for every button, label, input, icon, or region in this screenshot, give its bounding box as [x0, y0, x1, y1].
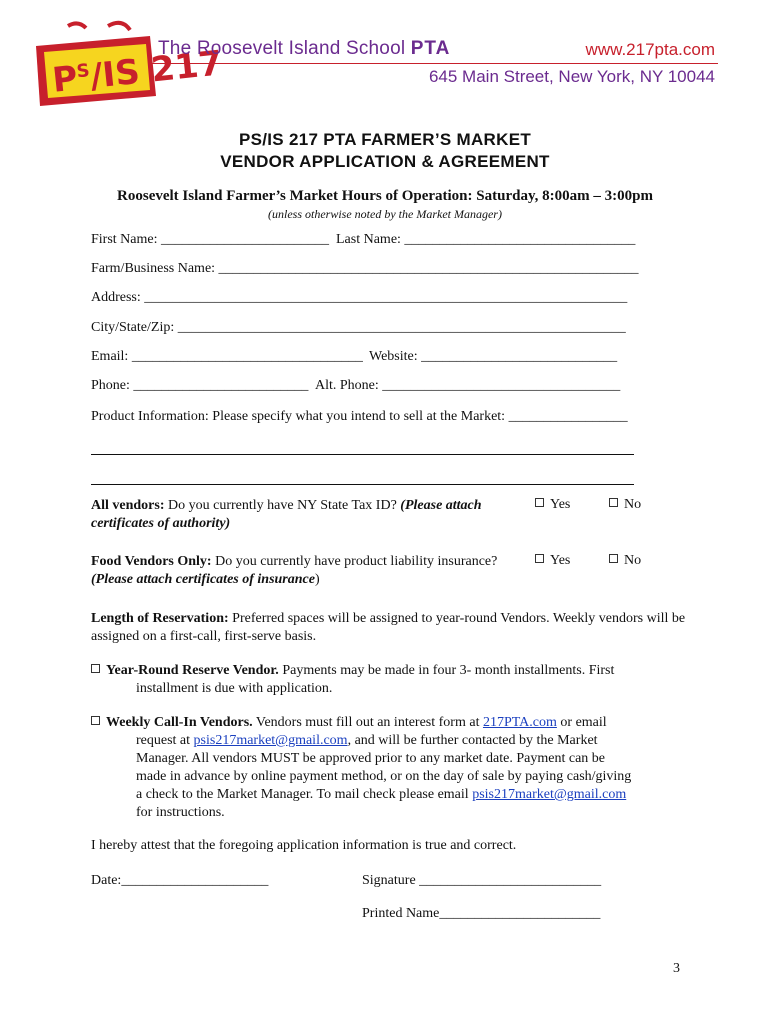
header-divider	[152, 63, 718, 64]
product-info-line-3[interactable]	[91, 484, 634, 485]
website-field[interactable]: Website: ____________________________	[369, 349, 618, 364]
year-round-option[interactable]: Year-Round Reserve Vendor. Payments may be made in four 3- month installments. First installment is due with application.	[91, 662, 691, 698]
email-link[interactable]: psis217market@gmail.com	[193, 733, 348, 748]
checkbox-icon[interactable]	[91, 664, 100, 673]
insurance-question: Food Vendors Only: Do you currently have product liability insurance? (Please attach certificates of insurance)	[91, 554, 498, 587]
checkbox-icon	[609, 554, 618, 563]
address-field[interactable]: Address: _____________________________________________________________________	[91, 290, 628, 305]
product-info-field[interactable]: Product Information: Please specify what you intend to sell at the Market: _________________	[91, 409, 628, 424]
date-field[interactable]: Date:_____________________	[91, 873, 269, 888]
phone-field[interactable]: Phone: _________________________	[91, 378, 309, 393]
weekly-option[interactable]: Weekly Call-In Vendors. Vendors must fill out an interest form at 217PTA.com or email request at psis217market@gmail.com, and will be further contacted by the Market Manager. All vendors MUST be approved prior to any market date. Payment can be made in advance by online payment method, or on the day of sale by paying cash/giving a check to the Market Manager. To mail check please email psis217market@gmail.com for instructions.	[91, 714, 711, 822]
attest-statement: I hereby attest that the foregoing application information is true and correct.	[91, 838, 517, 853]
email-field[interactable]: Email: _________________________________	[91, 349, 363, 364]
checkbox-icon	[609, 498, 618, 507]
reservation-info: Length of Reservation: Preferred spaces will be assigned to year-round Vendors. Weekly vendors will be assigned on a first-call, first-serve basis.	[91, 611, 686, 644]
website-link[interactable]: 217PTA.com	[482, 715, 557, 730]
svg-text:PS/IS 217: $P^S/IS$ 217	[50, 43, 225, 101]
header-address: 645 Main Street, New York, NY 10044	[428, 67, 715, 86]
school-name: The Roosevelt Island School PTA	[158, 38, 451, 59]
checkbox-icon	[535, 554, 544, 563]
email-link[interactable]: psis217market@gmail.com	[472, 787, 627, 802]
market-hours-note: (unless otherwise noted by the Market Manager)	[268, 207, 502, 221]
city-state-zip-field[interactable]: City/State/Zip: ________________________________________________________________	[91, 320, 626, 335]
insurance-no-checkbox[interactable]: No	[609, 553, 641, 569]
product-info-line-2[interactable]	[91, 454, 634, 455]
form-title-line1: PS/IS 217 PTA FARMER’S MARKET	[238, 130, 532, 149]
printed-name-field[interactable]: Printed Name_______________________	[362, 906, 601, 921]
checkbox-icon	[535, 498, 544, 507]
tax-id-yes-checkbox[interactable]: Yes	[535, 497, 570, 513]
signature-field[interactable]: Signature __________________________	[362, 873, 602, 888]
farm-business-field[interactable]: Farm/Business Name: ____________________________________________________________	[91, 261, 639, 276]
insurance-yes-checkbox[interactable]: Yes	[535, 553, 570, 569]
alt-phone-field[interactable]: Alt. Phone: __________________________________	[315, 378, 621, 393]
first-name-field[interactable]: First Name: ________________________	[91, 232, 329, 247]
checkbox-icon[interactable]	[91, 716, 100, 725]
last-name-field[interactable]: Last Name: _________________________________	[336, 232, 636, 247]
header-website: www.217pta.com	[585, 40, 715, 59]
market-hours: Roosevelt Island Farmer’s Market Hours of Operation: Saturday, 8:00am – 3:00pm	[117, 188, 653, 204]
ps-is-217-logo	[30, 18, 225, 110]
tax-id-no-checkbox[interactable]: No	[609, 497, 641, 513]
form-title-line2: VENDOR APPLICATION & AGREEMENT	[220, 152, 550, 171]
tax-id-question: All vendors: Do you currently have NY State Tax ID? (Please attach certificates of authority)	[91, 498, 482, 531]
page-number: 3	[673, 961, 680, 976]
